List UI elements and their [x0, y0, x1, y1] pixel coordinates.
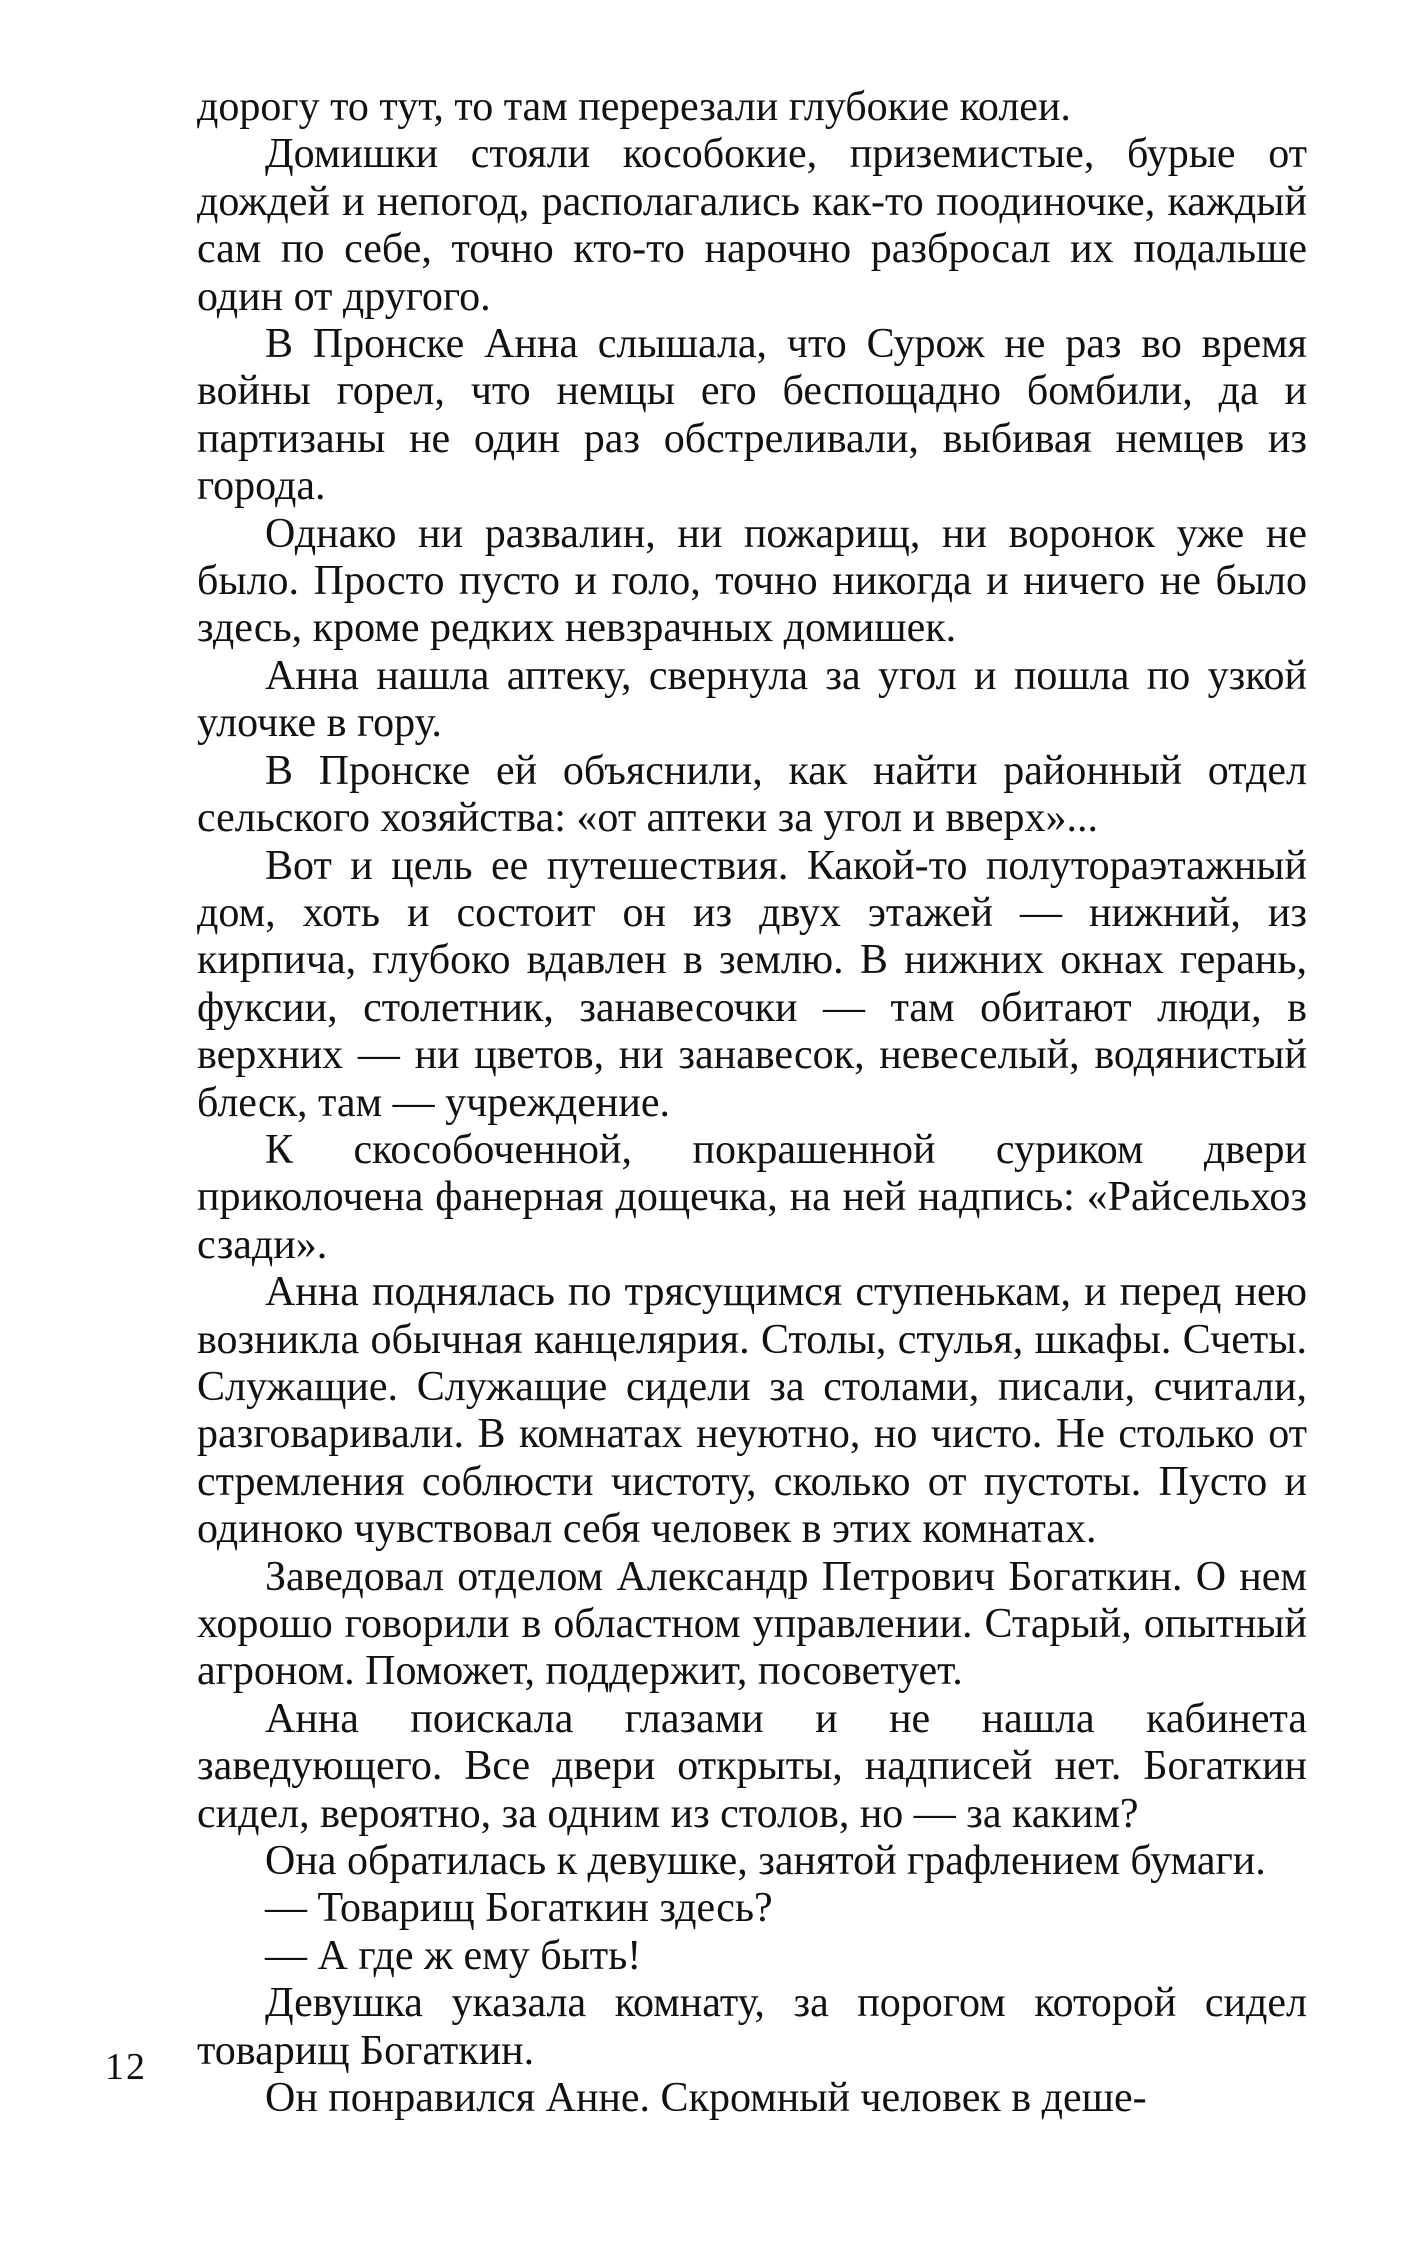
paragraph: Однако ни развалин, ни пожарищ, ни воронок уже не было. Просто пусто и голо, точно никогда и ничего не было здесь, кроме редких невзрачных домишек.	[197, 510, 1307, 652]
paragraph-continuation: дорогу то тут, то там перерезали глубокие колеи.	[197, 84, 1071, 130]
page-body-text	[197, 84, 1307, 2122]
paragraph: К скособоченной, покрашенной суриком двери приколочена фанерная дощечка, на ней надпись: «Райсельхоз сзади».	[197, 1126, 1307, 1268]
paragraph-last: Он понравился Анне. Скромный человек в деше-	[265, 2075, 1147, 2122]
dialogue-line: — А где ж ему быть!	[265, 1932, 642, 1979]
paragraph: Вот и цель ее путешествия. Какой-то полутораэтажный дом, хоть и состоит он из двух этажей — нижний, из кирпича, глубоко вдавлен в землю. В нижних окнах герань, фуксии, столетник, занавесочки — там обитают люди, в верхних — ни цветов, ни занавесок, невеселый, водянистый блеск, там — учреждение.	[197, 842, 1307, 1126]
page-number: 12	[105, 2046, 147, 2088]
paragraph: Она обратилась к девушке, занятой графлением бумаги.	[265, 1838, 1266, 1885]
paragraph: Заведовал отделом Александр Петрович Богаткин. О нем хорошо говорили в областном управлении. Старый, опытный агроном. Поможет, поддержит, посоветует.	[197, 1553, 1307, 1695]
paragraph: Девушка указала комнату, за порогом которой сидел товарищ Богаткин.	[197, 1980, 1307, 2074]
paragraph: Домишки стояли кособокие, приземистые, бурые от дождей и непогод, располагались как-то поодиночке, каждый сам по себе, точно кто-то нарочно разбросал их подальше один от другого.	[197, 131, 1307, 320]
paragraph: В Пронске Анна слышала, что Сурож не раз во время войны горел, что немцы его беспощадно бомбили, да и партизаны не один раз обстреливали, выбивая немцев из города.	[197, 321, 1307, 510]
paragraph: Анна нашла аптеку, свернула за угол и пошла по узкой улочке в гору.	[197, 652, 1307, 747]
paragraph: Анна поискала глазами и не нашла кабинета заведующего. Все двери открыты, надписей нет. Богаткин сидел, вероятно, за одним из столов, но — за каким?	[197, 1695, 1307, 1837]
paragraph: В Пронске ей объяснили, как найти районный отдел сельского хозяйства: «от аптеки за угол и вверх»...	[197, 747, 1307, 842]
paragraph: Анна поднялась по трясущимся ступенькам, и перед нею возникла обычная канцелярия. Столы, стулья, шкафы. Счеты. Служащие. Служащие сидели за столами, писали, считали, разговаривали. В комнатах неуютно, но чисто. Не столько от стремления соблюсти чистоту, сколько от пустоты. Пусто и одиноко чувствовал себя человек в этих комнатах.	[197, 1269, 1307, 1553]
dialogue-line: — Товарищ Богаткин здесь?	[265, 1885, 773, 1932]
